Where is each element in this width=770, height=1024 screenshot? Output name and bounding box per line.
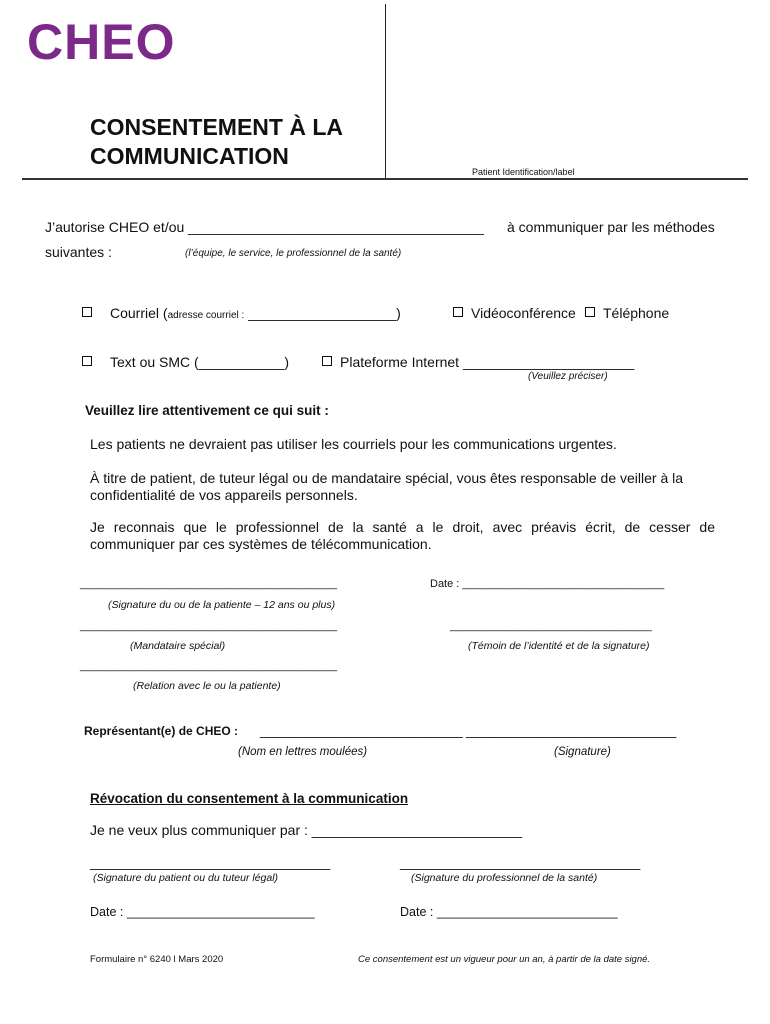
patient-label-area: Patient Identification/label bbox=[472, 167, 575, 177]
method-video[interactable] bbox=[453, 305, 576, 321]
revocation-date1[interactable]: Date : ___________________________ bbox=[90, 905, 315, 919]
form-title: CONSENTEMENT À LA COMMUNICATION bbox=[90, 114, 343, 169]
email-checkbox[interactable] bbox=[82, 307, 92, 317]
video-label: Vidéoconférence bbox=[471, 305, 576, 321]
authorize-note: (l’équipe, le service, le professionnel de la santé) bbox=[185, 248, 402, 259]
platform-label: Plateforme Internet ______________________ bbox=[340, 354, 635, 370]
revocation-text[interactable]: Je ne veux plus communiquer par : ___________________________ bbox=[90, 822, 523, 838]
method-phone[interactable] bbox=[585, 305, 669, 321]
header-divider-horizontal bbox=[22, 178, 748, 180]
read-heading: Veuillez lire attentivement ce qui suit : bbox=[85, 403, 329, 418]
proxy-caption: (Mandataire spécial) bbox=[130, 640, 226, 652]
authorize-blank[interactable]: ______________________________________ bbox=[188, 219, 484, 235]
patient-signature-caption: (Signature du ou de la patiente – 12 ans ou plus) bbox=[108, 599, 336, 611]
revocation-date2[interactable]: Date : __________________________ bbox=[400, 905, 618, 919]
authorize-prefix: J’autorise CHEO et/ou bbox=[45, 219, 185, 235]
revocation-heading: Révocation du consentement à la communication bbox=[90, 791, 409, 806]
email-blank[interactable]: ___________________) bbox=[248, 305, 401, 321]
representative-name-field[interactable]: ___________________________ bbox=[260, 723, 463, 738]
paragraph-cessation: Je reconnais que le professionnel de la santé a le droit, avec préavis écrit, de cesser de communiquer par ces systèmes de télécommunication. bbox=[90, 519, 715, 552]
header-divider-vertical bbox=[385, 4, 386, 178]
validity-note: Ce consentement est un vigueur pour un an, à partir de la date signé. bbox=[358, 954, 651, 965]
email-note: adresse courriel : bbox=[167, 310, 245, 321]
representative-signature-field[interactable]: ____________________________ bbox=[466, 723, 677, 738]
revocation-professional-line[interactable]: ________________________________ bbox=[400, 855, 641, 870]
phone-checkbox[interactable] bbox=[585, 307, 595, 317]
authorize-suffix: à communiquer par les méthodes bbox=[507, 219, 715, 235]
revocation-patient-caption: (Signature du patient ou du tuteur légal) bbox=[93, 872, 279, 884]
phone-label: Téléphone bbox=[603, 305, 670, 321]
representative-label: Représentant(e) de CHEO : bbox=[84, 724, 239, 738]
revocation-professional-caption: (Signature du professionnel de la santé) bbox=[411, 872, 598, 884]
patient-signature-line[interactable]: __________________________________________ bbox=[80, 578, 337, 590]
relation-caption: (Relation avec le ou la patiente) bbox=[133, 680, 281, 692]
sms-label: Text ou SMC (___________) bbox=[110, 354, 289, 370]
method-sms[interactable] bbox=[82, 354, 289, 370]
representative-signature-caption: (Signature) bbox=[554, 746, 611, 758]
witness-caption: (Témoin de l’identité et de la signature) bbox=[468, 640, 650, 652]
representative-name-caption: (Nom en lettres moulées) bbox=[238, 746, 368, 758]
authorize-line2: suivantes : bbox=[45, 244, 112, 260]
revocation-patient-line[interactable]: ________________________________ bbox=[90, 855, 331, 870]
paragraph-urgent: Les patients ne devraient pas utiliser les courriels pour les communications urgentes. bbox=[90, 436, 617, 452]
email-label: Courriel ( bbox=[110, 305, 168, 321]
relation-line[interactable]: __________________________________________ bbox=[80, 660, 337, 672]
paragraph-confidentiality: À titre de patient, de tuteur légal ou de mandataire spécial, vous êtes responsable de veiller à la confidentialité de vos appareils personnels. bbox=[90, 470, 684, 503]
platform-checkbox[interactable] bbox=[322, 356, 332, 366]
form-number: Formulaire n° 6240 l Mars 2020 bbox=[90, 954, 224, 965]
method-email[interactable] bbox=[82, 305, 401, 321]
cheo-logo: CHEO bbox=[27, 14, 176, 70]
sms-checkbox[interactable] bbox=[82, 356, 92, 366]
video-checkbox[interactable] bbox=[453, 307, 463, 317]
proxy-signature-line[interactable]: __________________________________________ bbox=[80, 620, 337, 632]
witness-signature-line[interactable]: _________________________________ bbox=[450, 620, 652, 632]
method-platform[interactable] bbox=[322, 354, 634, 370]
patient-date-field[interactable]: Date : _________________________________ bbox=[430, 578, 665, 590]
platform-note: (Veuillez préciser) bbox=[528, 371, 608, 382]
